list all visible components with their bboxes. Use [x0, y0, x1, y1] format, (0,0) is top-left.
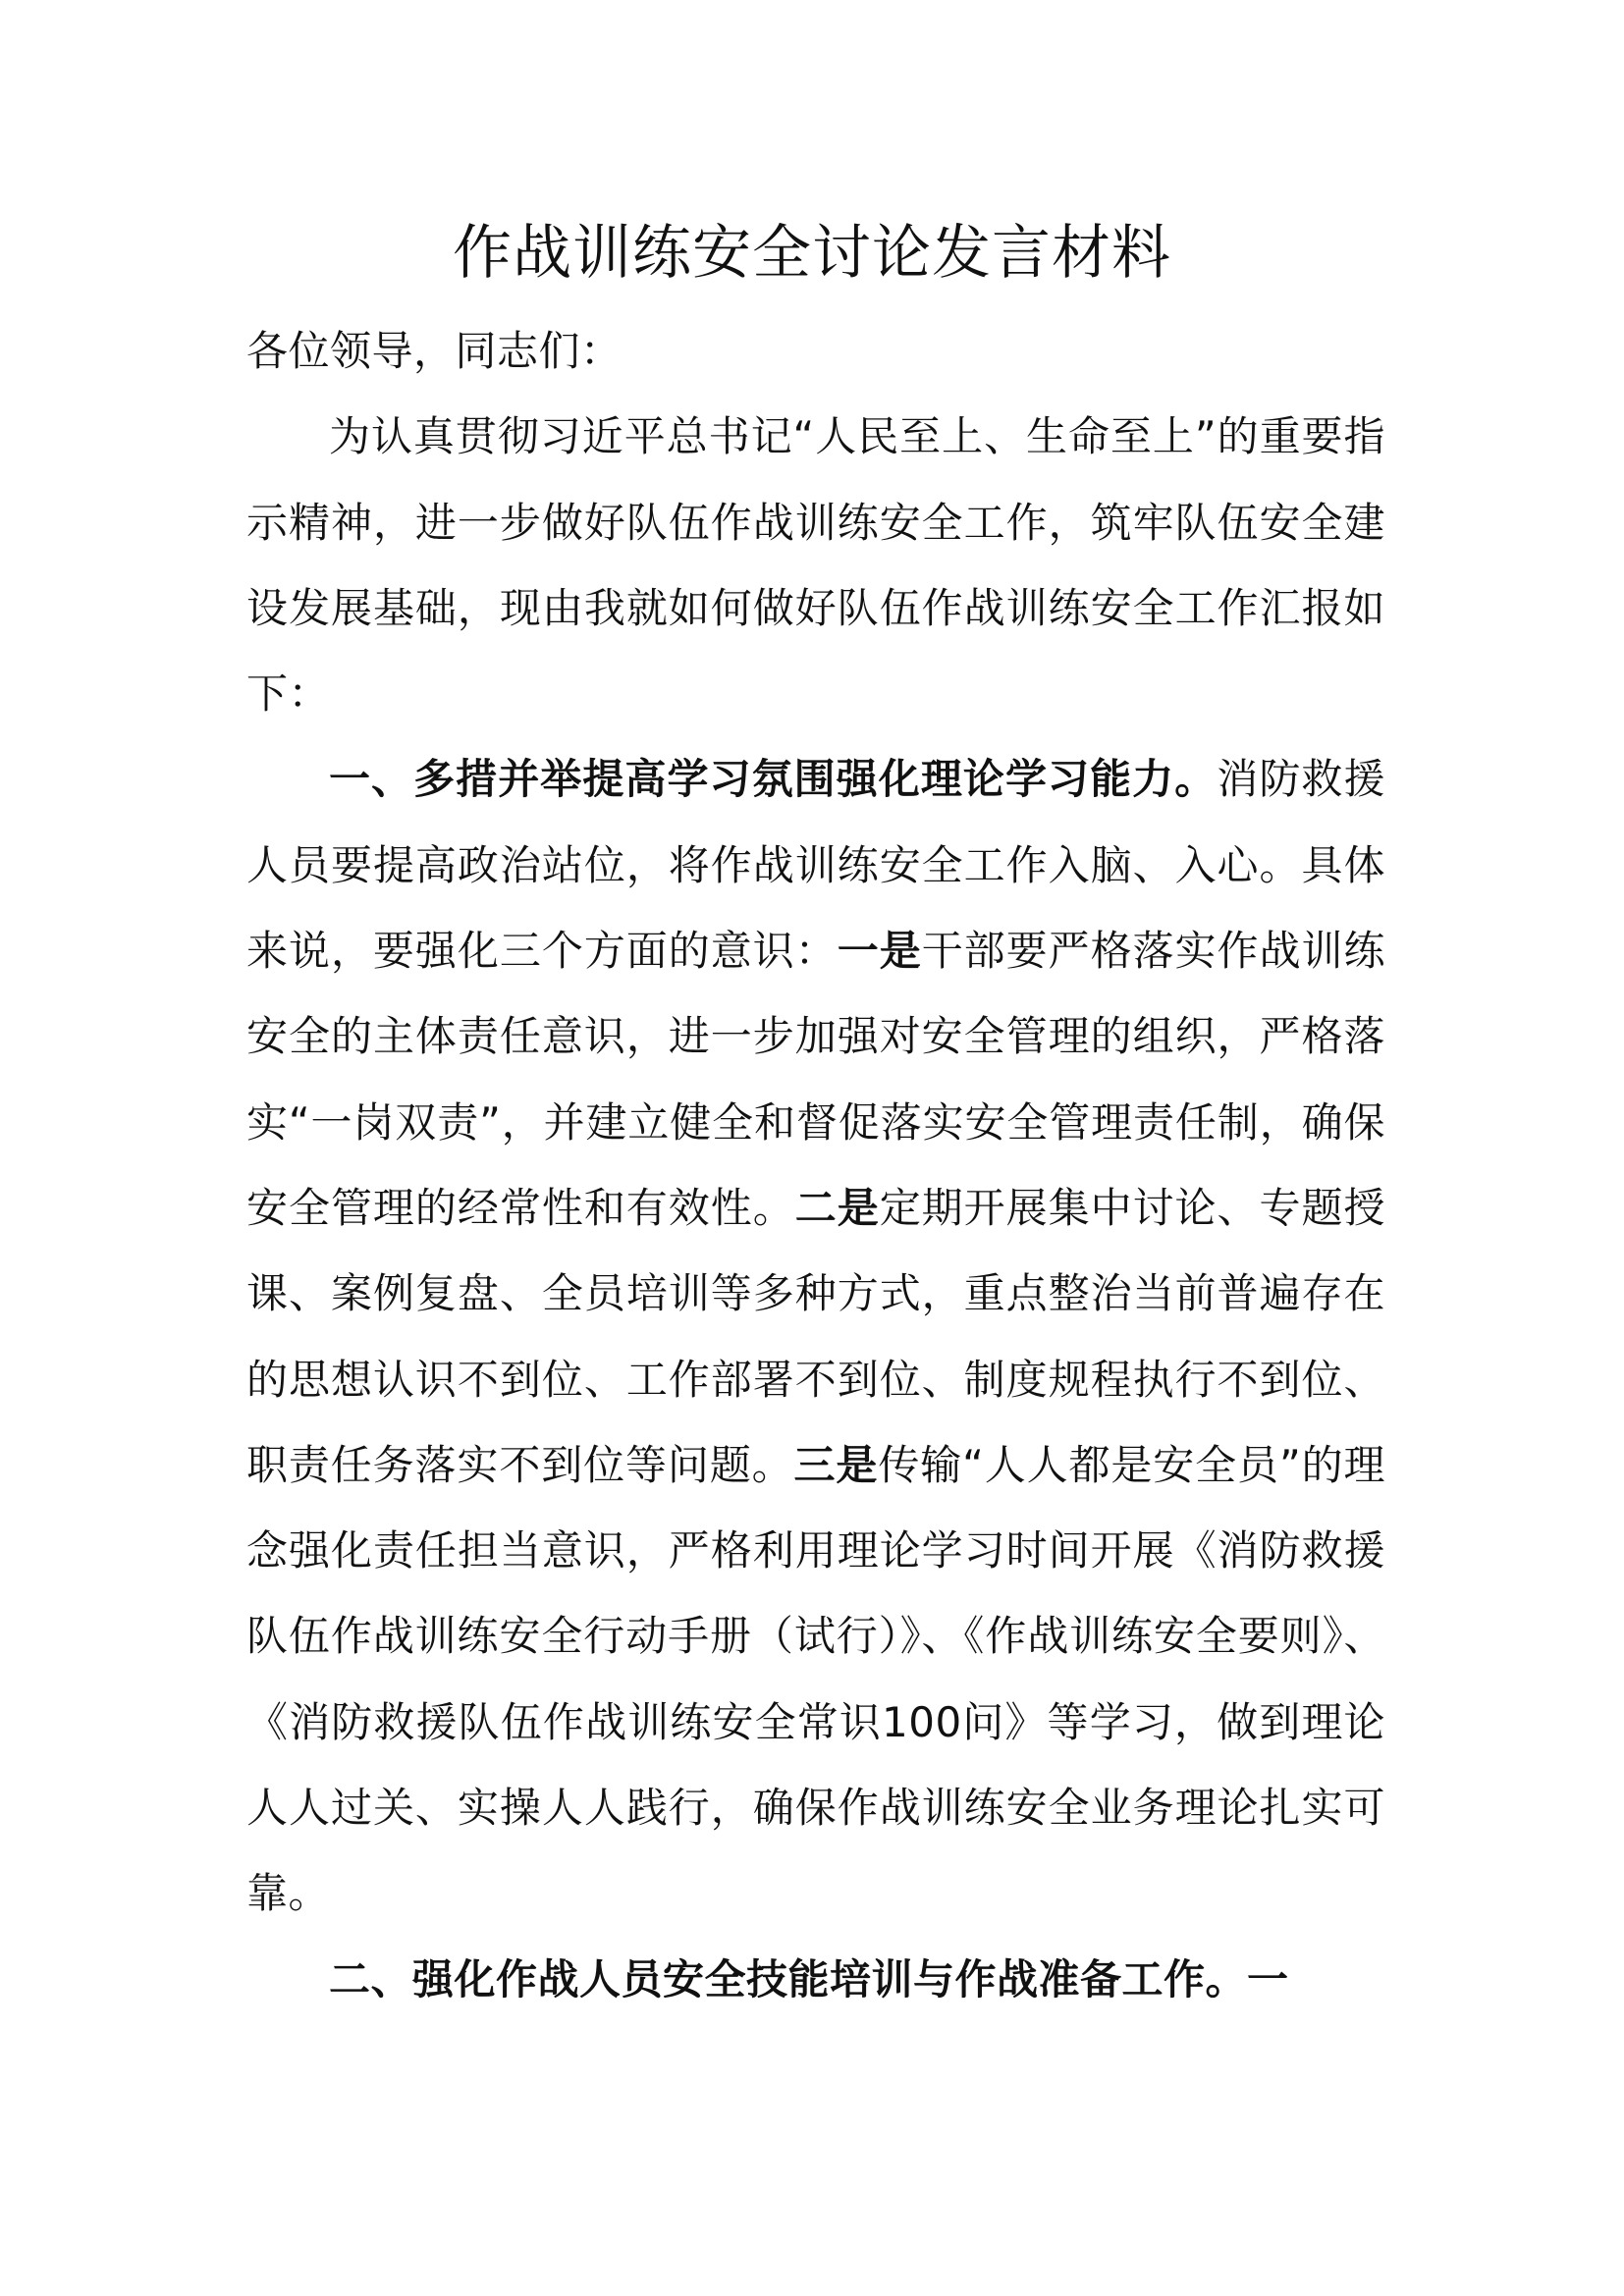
section1-paragraph [246, 736, 1385, 1936]
salutation: 各位领导，同志们： [246, 327, 623, 375]
section2-heading: 二、强化作战人员安全技能培训与作战准备工作。 [329, 1954, 1248, 2003]
section2-paragraph [246, 1937, 1385, 2022]
point3-label: 三是 [793, 1440, 879, 1489]
point1-text: 干部要严格落实作战训练安全的主体责任意识，进一步加强对安全管理的组织，严格落实“一岗双责”，并建立健全和督促落实安全管理责任制，确保安全管理的经常性和有效性。 [246, 927, 1385, 1232]
document-title: 作战训练安全讨论发言材料 [453, 219, 1171, 288]
point1-label: 一是 [837, 927, 922, 976]
point2-text: 定期开展集中讨论、专题授课、案例复盘、全员培训等多种方式，重点整治当前普遍存在的思想认识不到位、工作部署不到位、制度规程执行不到位、职责任务落实不到位等问题。 [246, 1183, 1385, 1489]
point2-label: 二是 [794, 1183, 880, 1232]
section1-heading: 一、多措并举提高学习氛围强化理论学习能力。 [329, 755, 1218, 804]
section1-lead: 消防救援人员要提高政治站位，将作战训练安全工作入脑、入心。具体来说，要强化三个方面的意识： [246, 755, 1385, 976]
intro-paragraph: 为认真贯彻习近平总书记“人民至上、生命至上”的重要指示精神，进一步做好队伍作战训练安全工作，筑牢队伍安全建设发展基础，现由我就如何做好队伍作战训练安全工作汇报如下： [246, 412, 1385, 719]
section2-trailing: 一 [1247, 1954, 1289, 2003]
document-body [246, 308, 1385, 2022]
point3-text: 传输“人人都是安全员”的理念强化责任担当意识，严格利用理论学习时间开展《消防救援队伍作战训练安全行动手册（试行）》、《作战训练安全要则》、《消防救援队伍作战训练安全常识100问》等学习，做到理论人人过关、实操人人践行，确保作战训练安全业务理论扎实可靠。 [246, 1440, 1385, 1918]
